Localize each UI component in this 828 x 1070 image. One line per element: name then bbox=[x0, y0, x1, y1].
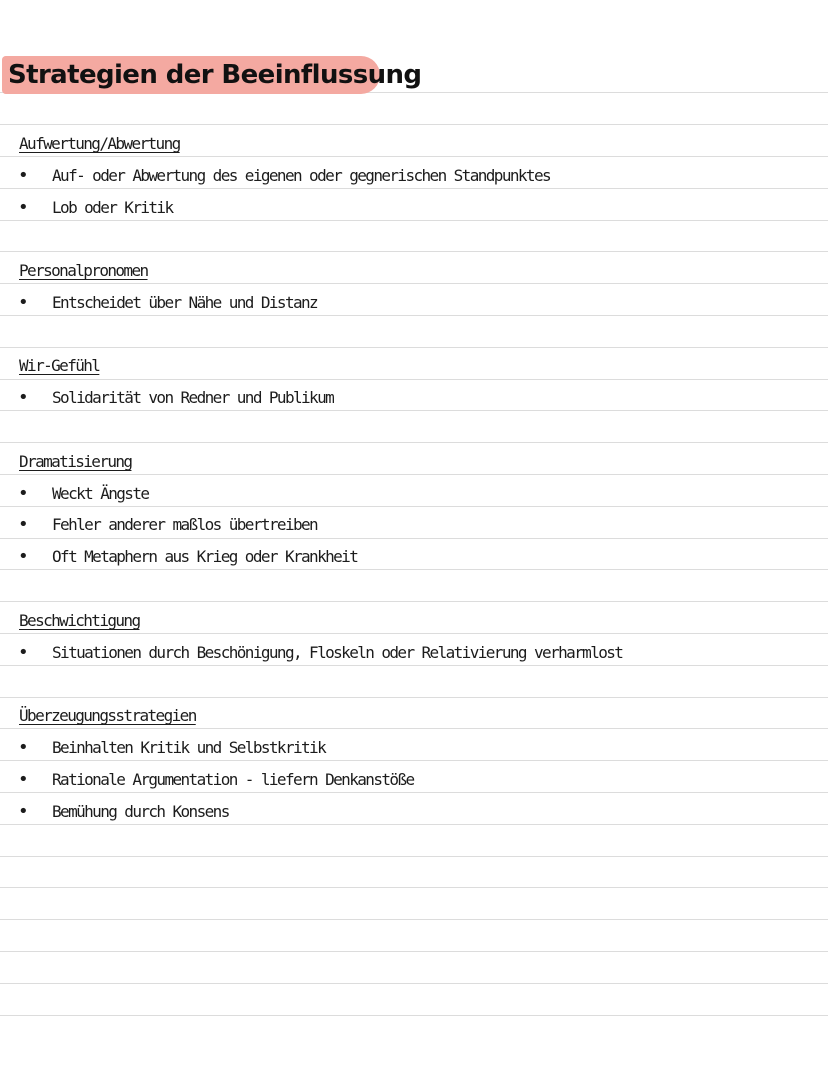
ruled-line bbox=[0, 347, 828, 348]
section-heading: Wir-Gefühl bbox=[19, 356, 100, 375]
bullet-icon: • bbox=[18, 514, 29, 535]
bullet-icon: • bbox=[18, 387, 29, 408]
ruled-line bbox=[0, 1015, 828, 1016]
page-title: Strategien der Beeinflussung bbox=[8, 60, 422, 90]
list-item: Entscheidet über Nähe und Distanz bbox=[52, 293, 318, 312]
list-item: Auf- oder Abwertung des eigenen oder gegnerischen Standpunktes bbox=[52, 166, 551, 185]
bullet-icon: • bbox=[18, 197, 29, 218]
bullet-icon: • bbox=[18, 483, 29, 504]
ruled-line bbox=[0, 601, 828, 602]
bullet-icon: • bbox=[18, 642, 29, 663]
list-item: Fehler anderer maßlos übertreiben bbox=[52, 515, 318, 534]
ruled-line bbox=[0, 856, 828, 857]
ruled-line bbox=[0, 251, 828, 252]
ruled-line bbox=[0, 697, 828, 698]
bullet-icon: • bbox=[18, 801, 29, 822]
list-item: Lob oder Kritik bbox=[52, 198, 173, 217]
list-item: Solidarität von Redner und Publikum bbox=[52, 388, 334, 407]
section-heading: Dramatisierung bbox=[19, 452, 132, 471]
section-heading: Überzeugungsstrategien bbox=[19, 706, 196, 725]
list-item: Bemühung durch Konsens bbox=[52, 802, 229, 821]
bullet-icon: • bbox=[18, 292, 29, 313]
section-heading: Aufwertung/Abwertung bbox=[19, 134, 180, 153]
bullet-icon: • bbox=[18, 546, 29, 567]
list-item: Weckt Ängste bbox=[52, 484, 149, 503]
list-item: Rationale Argumentation - liefern Denkanstöße bbox=[52, 770, 414, 789]
ruled-line bbox=[0, 379, 828, 380]
ruled-line bbox=[0, 951, 828, 952]
ruled-line bbox=[0, 124, 828, 125]
section-heading: Personalpronomen bbox=[19, 261, 148, 280]
bullet-icon: • bbox=[18, 165, 29, 186]
ruled-line bbox=[0, 442, 828, 443]
list-item: Oft Metaphern aus Krieg oder Krankheit bbox=[52, 547, 358, 566]
ruled-line bbox=[0, 887, 828, 888]
bullet-icon: • bbox=[18, 737, 29, 758]
section-heading: Beschwichtigung bbox=[19, 611, 140, 630]
ruled-line bbox=[0, 983, 828, 984]
ruled-line bbox=[0, 919, 828, 920]
bullet-icon: • bbox=[18, 769, 29, 790]
list-item: Beinhalten Kritik und Selbstkritik bbox=[52, 738, 326, 757]
ruled-line bbox=[0, 538, 828, 539]
list-item: Situationen durch Beschönigung, Floskeln oder Relativierung verharmlost bbox=[52, 643, 623, 662]
